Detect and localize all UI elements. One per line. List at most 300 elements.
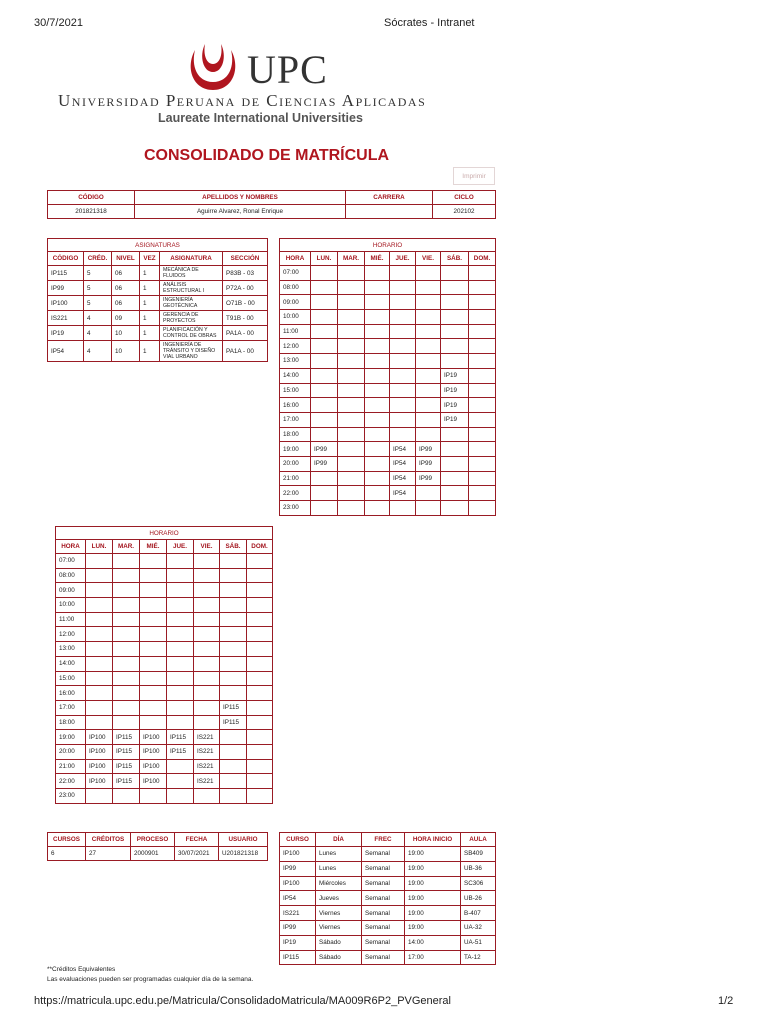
schedule-slot [86,568,113,583]
course-cell: 06 [112,296,140,311]
course-row [48,266,268,281]
schedule-row [56,774,273,789]
session-cell: TA-12 [461,950,496,965]
schedule-slot [365,486,390,501]
schedule-slot [311,427,338,442]
schedule-row [56,642,273,657]
schedule-slot [86,700,113,715]
schedule-header-cell: MIÉ. [140,540,167,554]
schedule-slot [416,412,441,427]
schedule-hour: 11:00 [56,612,86,627]
schedule-slot [390,324,416,339]
schedule-slot [247,700,273,715]
schedule-hour: 10:00 [56,598,86,613]
schedule-slot: IS221 [194,759,220,774]
schedule-slot [167,759,194,774]
schedule-slot [365,339,390,354]
session-cell: IP100 [280,847,316,862]
schedule-slot [86,642,113,657]
schedule-slot: IP100 [86,744,113,759]
course-cell: PLANIFICACIÓN Y CONTROL DE OBRAS [160,326,223,341]
schedule-slot [416,501,441,516]
schedule-slot: IP19 [441,412,469,427]
summary-value-cell: U201821318 [219,847,268,861]
university-name: Universidad Peruana de Ciencias Aplicadas [58,91,427,110]
schedule-slot: IP115 [167,744,194,759]
schedule-header-cell: SÁB. [220,540,247,554]
schedule-slot [247,744,273,759]
summary-value-row [48,847,268,861]
schedule-slot [220,568,247,583]
schedule-hour: 20:00 [280,456,311,471]
schedule-row [280,280,496,295]
print-title: Sócrates - Intranet [384,17,475,29]
schedule-slot [194,627,220,642]
schedule-row [56,568,273,583]
course-cell: INGENIERÍA DE TRÁNSITO Y DISEÑO VIAL URBANO [160,341,223,362]
course-cell: 1 [140,311,160,326]
schedule-slot [390,310,416,325]
schedule-slot [140,686,167,701]
schedule-header-cell: LUN. [311,252,338,266]
schedule-hour: 14:00 [56,656,86,671]
schedule-slot [86,627,113,642]
schedule-slot: IP54 [390,442,416,457]
session-cell: Viernes [316,906,362,921]
schedule-row [56,686,273,701]
schedule-slot: IS221 [194,744,220,759]
schedule-slot [167,627,194,642]
student-name-header: APELLIDOS Y NOMBRES [135,191,346,205]
session-cell: IP100 [280,876,316,891]
schedule-slot [469,339,496,354]
schedule-slot [365,501,390,516]
summary-header-row [48,833,268,847]
schedule-slot: IP54 [390,456,416,471]
course-cell: PA1A - 00 [223,341,268,362]
schedule-slot [86,598,113,613]
course-cell: 10 [112,341,140,362]
schedule-slot [167,554,194,569]
schedule-hour: 10:00 [280,310,311,325]
schedule-row [280,398,496,413]
schedule-slot [390,412,416,427]
course-cell: 1 [140,341,160,362]
schedule-slot [338,280,365,295]
schedule-slot [441,324,469,339]
schedule-slot [140,700,167,715]
schedule-slot [365,412,390,427]
schedule-slot [220,789,247,804]
schedule-slot [220,744,247,759]
schedule-slot [86,686,113,701]
schedule-row [56,730,273,745]
schedule-row [56,715,273,730]
schedule-slot [220,759,247,774]
course-cell: 1 [140,296,160,311]
schedule-row [56,583,273,598]
schedule-hour: 17:00 [280,412,311,427]
course-row [48,326,268,341]
schedule-slot [365,354,390,369]
schedule-slot: IP99 [311,442,338,457]
schedule-hour: 14:00 [280,368,311,383]
schedule-row [280,456,496,471]
schedule-hour: 11:00 [280,324,311,339]
schedule-slot [194,554,220,569]
session-cell: 19:00 [405,861,461,876]
schedule-hour: 21:00 [56,759,86,774]
course-cell: IP115 [48,266,84,281]
schedule-table-1 [279,238,496,516]
schedule-slot: IP115 [113,759,140,774]
schedule-slot [247,642,273,657]
schedule-slot [167,612,194,627]
schedule-slot: IS221 [194,730,220,745]
summary-header-cell: PROCESO [131,833,175,847]
schedule-slot [441,266,469,281]
schedule-slot: IP115 [167,730,194,745]
schedule-slot [365,295,390,310]
summary-header-cell: CRÉDITOS [86,833,131,847]
schedule-slot [416,339,441,354]
schedule-row [56,671,273,686]
session-cell: Semanal [362,920,405,935]
schedule-slot [416,324,441,339]
schedule-slot [113,789,140,804]
schedule-header-cell: VIE. [416,252,441,266]
schedule-slot [441,295,469,310]
schedule-slot [140,554,167,569]
schedule-slot [113,612,140,627]
session-cell: UB-36 [461,861,496,876]
course-cell: 5 [84,281,112,296]
course-cell: 09 [112,311,140,326]
courses-header-cell: ASIGNATURA [160,252,223,266]
schedule-slot [194,656,220,671]
schedule-1-caption: HORARIO [280,239,496,252]
document-title: CONSOLIDADO DE MATRÍCULA [144,147,390,164]
schedule-slot [365,398,390,413]
schedule-slot [441,339,469,354]
schedule-slot [338,324,365,339]
summary-header-cell: FECHA [175,833,219,847]
schedule-slot [365,456,390,471]
schedule-slot [140,583,167,598]
schedule-slot [416,486,441,501]
schedule-slot [167,715,194,730]
schedule-row [56,744,273,759]
schedule-slot [247,583,273,598]
session-cell: IP54 [280,891,316,906]
session-cell: Semanal [362,891,405,906]
course-cell: IP99 [48,281,84,296]
course-cell: 06 [112,266,140,281]
schedule-slot [469,412,496,427]
session-cell: Sábado [316,950,362,965]
schedule-slot [416,383,441,398]
schedule-hour: 23:00 [56,789,86,804]
session-cell: Viernes [316,920,362,935]
schedule-slot [140,642,167,657]
schedule-slot [140,656,167,671]
sessions-header-cell: DÍA [316,833,362,847]
summary-table [47,832,268,861]
session-row [280,906,496,921]
schedule-row [56,700,273,715]
schedule-slot [140,598,167,613]
schedule-row [280,471,496,486]
schedule-slot [416,310,441,325]
schedule-slot [365,310,390,325]
schedule-slot [311,501,338,516]
schedule-row [280,324,496,339]
course-cell: 4 [84,311,112,326]
course-row [48,341,268,362]
schedule-row [280,354,496,369]
schedule-slot [469,266,496,281]
course-cell: P83B - 03 [223,266,268,281]
schedule-hour: 09:00 [56,583,86,598]
session-cell: Miércoles [316,876,362,891]
schedule-slot [113,715,140,730]
schedule-slot [194,598,220,613]
schedule-hour: 22:00 [280,486,311,501]
schedule-slot [469,324,496,339]
schedule-slot [338,427,365,442]
session-cell: SC306 [461,876,496,891]
schedule-slot [441,471,469,486]
schedule-slot: IP115 [220,715,247,730]
schedule-hour: 19:00 [56,730,86,745]
session-cell: IP99 [280,920,316,935]
courses-table [47,238,268,362]
schedule-slot [416,266,441,281]
schedule-slot [86,612,113,627]
courses-header-cell: CRÉD. [84,252,112,266]
print-date: 30/7/2021 [34,17,83,29]
schedule-slot [469,354,496,369]
schedule-slot [390,295,416,310]
schedule-slot [441,486,469,501]
schedule-slot [311,471,338,486]
session-cell: Semanal [362,906,405,921]
schedule-row [280,412,496,427]
print-url: https://matricula.upc.edu.pe/Matricula/ConsolidadoMatricula/MA009R6P2_PVGeneral [34,995,451,1007]
schedule-slot [311,266,338,281]
summary-value-cell: 2000901 [131,847,175,861]
course-cell: INGENIERÍA GEOTÉCNICA [160,296,223,311]
schedule-header-cell: SÁB. [441,252,469,266]
schedule-slot [113,568,140,583]
schedule-slot [338,398,365,413]
schedule-header-cell: MIÉ. [365,252,390,266]
schedule-slot [247,730,273,745]
schedule-row [56,598,273,613]
schedule-slot [167,789,194,804]
schedule-slot [365,471,390,486]
sessions-table [279,832,496,965]
session-cell: Lunes [316,861,362,876]
schedule-hour: 19:00 [280,442,311,457]
schedule-slot [365,368,390,383]
schedule-slot [469,383,496,398]
sessions-header-cell: HORA INICIO [405,833,461,847]
session-cell: Sábado [316,935,362,950]
schedule-slot [220,686,247,701]
course-cell: O71B - 00 [223,296,268,311]
schedule-slot [247,612,273,627]
course-cell: IS221 [48,311,84,326]
schedule-slot [416,354,441,369]
session-cell: 19:00 [405,920,461,935]
schedule-slot [338,266,365,281]
schedule-hour: 15:00 [280,383,311,398]
schedule-slot [469,295,496,310]
schedule-slot: IP100 [86,730,113,745]
schedule-hour: 22:00 [56,774,86,789]
course-cell: 1 [140,326,160,341]
schedule-slot [247,759,273,774]
print-button[interactable]: Imprimir [453,167,495,185]
session-row [280,891,496,906]
schedule-hour: 18:00 [280,427,311,442]
schedule-slot [140,671,167,686]
schedule-row [280,501,496,516]
course-row [48,311,268,326]
schedule-slot [220,642,247,657]
session-cell: Semanal [362,876,405,891]
schedule-slot [311,295,338,310]
summary-value-cell: 6 [48,847,86,861]
schedule-slot [338,354,365,369]
schedule-hour: 23:00 [280,501,311,516]
courses-header-cell: NIVEL [112,252,140,266]
schedule-slot [365,442,390,457]
session-cell: 14:00 [405,935,461,950]
schedule-header-cell: HORA [56,540,86,554]
schedule-slot [194,789,220,804]
session-cell: Semanal [362,935,405,950]
schedule-slot [441,280,469,295]
schedule-row [56,759,273,774]
schedule-slot [194,583,220,598]
schedule-slot [220,627,247,642]
schedule-slot: IP99 [416,471,441,486]
schedule-slot [469,442,496,457]
schedule-slot [113,686,140,701]
schedule-slot: IS221 [194,774,220,789]
schedule-slot [390,339,416,354]
course-cell: 06 [112,281,140,296]
schedule-slot: IP19 [441,398,469,413]
schedule-slot [441,354,469,369]
schedule-hour: 21:00 [280,471,311,486]
schedule-slot [338,412,365,427]
schedule-slot [113,642,140,657]
schedule-hour: 13:00 [280,354,311,369]
print-page-number: 1/2 [718,995,734,1007]
schedule-slot [416,368,441,383]
schedule-slot [469,501,496,516]
schedule-header-cell: VIE. [194,540,220,554]
schedule-header-cell: LUN. [86,540,113,554]
schedule-slot [113,656,140,671]
schedule-slot [311,310,338,325]
schedule-slot [167,568,194,583]
summary-header-cell: CURSOS [48,833,86,847]
session-cell: UA-51 [461,935,496,950]
schedule-slot: IP19 [441,383,469,398]
schedule-slot [86,715,113,730]
student-code-header: CÓDIGO [48,191,135,205]
courses-header-cell: SECCIÓN [223,252,268,266]
schedule-slot [247,656,273,671]
schedule-slot [86,789,113,804]
schedule-hour: 07:00 [56,554,86,569]
schedule-slot: IP19 [441,368,469,383]
schedule-2-caption: HORARIO [56,527,273,540]
course-cell: 5 [84,296,112,311]
schedule-slot [390,354,416,369]
laureate-name: Laureate International Universities [158,111,363,125]
sessions-header-cell: AULA [461,833,496,847]
schedule-slot [220,730,247,745]
schedule-slot [365,324,390,339]
course-row [48,296,268,311]
sessions-header-row [280,833,496,847]
session-cell: 19:00 [405,891,461,906]
schedule-slot [220,554,247,569]
schedule-row [280,486,496,501]
course-cell: IP19 [48,326,84,341]
schedule-table-2 [55,526,273,804]
schedule-slot [338,310,365,325]
schedule-slot [194,671,220,686]
sessions-header-cell: CURSO [280,833,316,847]
student-code: 201821318 [48,205,135,219]
schedule-slot [194,715,220,730]
schedule-slot: IP115 [220,700,247,715]
student-career [346,205,433,219]
schedule-slot: IP99 [311,456,338,471]
student-name: Aguirre Alvarez, Ronal Enrique [135,205,346,219]
schedule-slot [113,554,140,569]
schedule-hour: 18:00 [56,715,86,730]
schedule-slot [113,700,140,715]
schedule-slot: IP115 [113,774,140,789]
schedule-hour: 13:00 [56,642,86,657]
course-cell: 5 [84,266,112,281]
schedule-slot [390,368,416,383]
schedule-slot [311,398,338,413]
schedule-slot [194,568,220,583]
schedule-row [56,789,273,804]
schedule-header-cell: DOM. [469,252,496,266]
schedule-slot [167,583,194,598]
schedule-row [280,427,496,442]
sessions-header-cell: FREC [362,833,405,847]
schedule-slot [194,642,220,657]
course-cell: PA1A - 00 [223,326,268,341]
schedule-row [56,627,273,642]
schedule-hour: 16:00 [56,686,86,701]
schedule-slot [390,266,416,281]
courses-caption: ASIGNATURAS [48,239,268,252]
schedule-slot [311,368,338,383]
schedule-slot: IP99 [416,442,441,457]
schedule-slot [338,368,365,383]
